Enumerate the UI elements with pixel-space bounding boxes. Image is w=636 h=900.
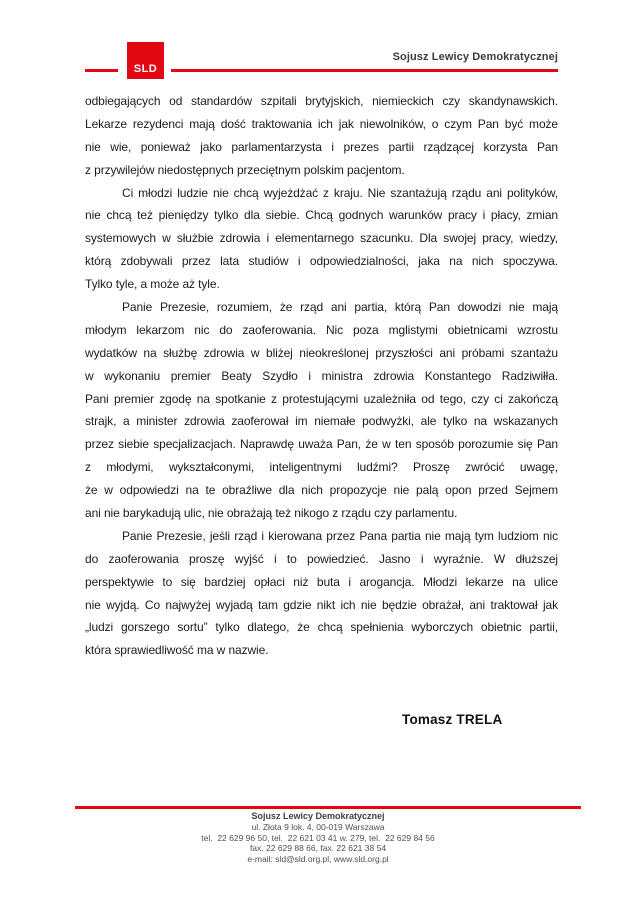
header-org-name: Sojusz Lewicy Demokratycznej [392,51,558,63]
text-line: z młodymi, wykształconymi, inteligentnymi ludźmi? Proszę zwrócić uwagę, [85,460,558,475]
signature: Tomasz TRELA [402,712,503,727]
text-line: ani nie barykadują ulic, nie obrażają też nikogo z rządu czy parlamentu. [85,506,458,521]
text-line: systemowych w służbie zdrowia i elementarnego szacunku. Dla swojej pracy, wiedzy, [85,231,558,246]
text-line: Tylko tyle, a może aż tyle. [85,277,220,292]
text-line: Lekarze rezydenci mają dość traktowania ich jak niewolników, o czym Pan być może [85,116,558,131]
text-line: którą zdobywali przez lata studiów i odpowiedzialności, jaka na nich spoczywa. [85,254,558,269]
header-rule-left [85,69,118,72]
paragraph [85,296,558,525]
footer-phones: tel. 22 629 96 50, tel. 22 621 03 41 w. 279, tel. 22 629 84 56 [201,832,435,843]
text-line: młodym lekarzom nic do zaoferowania. Nic poza mglistymi obietnicami wzrostu [85,322,558,337]
text-line: nie wie, ponieważ jako parlamentarzysta i prezes partii rządzącej korzysta Pan [85,139,558,154]
footer-org-name: Sojusz Lewicy Demokratycznej [251,811,385,821]
letter-body [85,90,558,662]
text-line: że w odpowiedzi na te obraźliwe dla nich propozycje nie palą opon przed Sejmem [85,483,558,498]
sld-logo [127,42,164,79]
text-line: w wykonaniu premier Beaty Szydło i ministra zdrowia Konstantego Radziwiłła. [85,368,558,383]
text-line: odbiegających od standardów szpitali brytyjskich, niemieckich czy skandynawskich. [85,94,558,108]
footer-fax: fax. 22 629 88 66, fax. 22 621 38 54 [249,843,387,853]
footer-text [0,811,636,864]
text-line: Ci młodzi ludzie nie chcą wyjeżdżać z kraju. Nie szantażują rządu ani polityków, [122,185,558,200]
footer-email-web: e-mail: sld@sld.org.pl, www.sld.org.pl [247,853,389,864]
text-line: do zaoferowania proszę wyjść i to powiedzieć. Jasno i wyraźnie. W dłuższej [85,551,558,566]
footer-rule [75,806,581,809]
text-line: perspektywie to się bardziej opłaci niż buta i arogancja. Młodzi lekarze na ulice [85,574,558,589]
paragraph [85,90,558,182]
text-line: strajk, a minister zdrowia zaoferował im niemałe podwyżki, ale tylko na wskazanych [85,414,558,429]
text-line: nie chcą też pieniędzy tylko dla siebie. Chcą godnych warunków pracy i płacy, zmian [85,208,558,223]
text-line: Panie Prezesie, rozumiem, że rząd ani partia, którą Pan dowodzi nie mają [122,300,558,315]
text-line: z przywilejów niedostępnych przeciętnym polskim pacjentom. [85,162,405,177]
text-line: która sprawiedliwość ma w nazwie. [85,643,269,658]
footer-address: ul. Złota 9 lok. 4, 00-019 Warszawa [251,822,385,832]
text-line: „ludzi gorszego sortu” tylko dlatego, że chcą spełnienia wyborczych obietnic partii, [85,620,558,635]
paragraph [85,182,558,296]
header-rule [171,69,558,72]
text-line: wydatków na służbę zdrowia w bliżej nieokreślonej przyszłości ani próbami szantażu [85,345,558,360]
text-line: nie wyjdą. Co najwyżej wyjadą tam gdzie nikt ich nie będzie obrażał, ani traktował jak [85,597,558,612]
sld-logo-text: SLD [133,63,158,75]
paragraph [85,525,558,662]
text-line: przez siebie specjalizacjach. Naprawdę uważa Pan, że w ten sposób porozumie się Pan [85,437,558,452]
text-line: Pani premier zgodę na spotkanie z protestującymi uzależniła od tego, czy ci zakończą [85,391,558,406]
text-line: Panie Prezesie, jeśli rząd i kierowana przez Pana partia nie mają tym ludziom nic [122,528,558,543]
